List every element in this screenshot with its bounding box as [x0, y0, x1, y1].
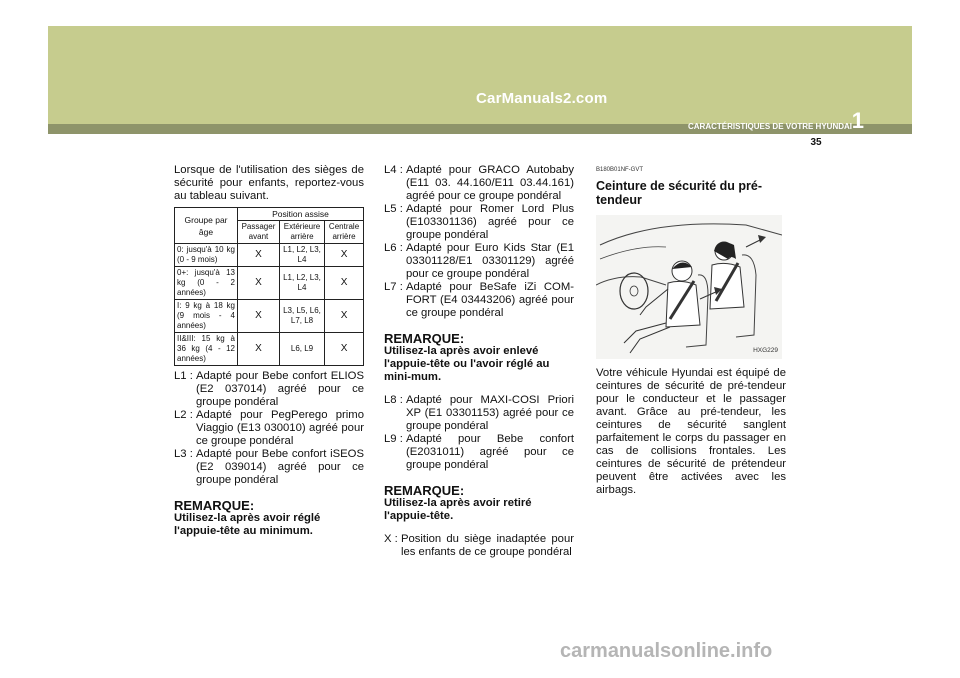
note-heading: REMARQUE:: [384, 331, 465, 346]
column-2: [384, 164, 574, 559]
intro-paragraph: Lorsque de l'utilisation des sièges de sécurité pour enfants, reportez-vous au tableau suivant.: [174, 164, 364, 202]
column-3: [596, 164, 786, 497]
item-key: L6 :: [384, 242, 403, 254]
note-heading: REMARQUE:: [174, 498, 255, 513]
group-cell: 0+: jusqu'à 13 kg (0 - 2 années): [175, 267, 238, 300]
car-interior-illustration: [596, 215, 782, 359]
seat-position-table: [174, 207, 364, 366]
list-item: [384, 203, 574, 242]
list-item: [384, 394, 574, 433]
sub-header-front: Passager avant: [238, 221, 280, 244]
item-key: L5 :: [384, 203, 403, 215]
section-code: B180B01NF-GVT: [596, 167, 644, 173]
note-heading: REMARQUE:: [384, 483, 465, 498]
column-1: [174, 164, 364, 538]
section-title: Ceinture de sécurité du pré-tendeur: [596, 179, 763, 207]
item-text: Adapté pour MAXI-COSI Priori XP (E1 03301153) agréé pour ce groupe pondéral: [405, 394, 574, 432]
list-item: [384, 164, 574, 203]
note-body: Utilisez-la après avoir réglé l'appuie-tête au minimum.: [174, 512, 321, 537]
list-item: [174, 409, 364, 448]
outer-cell: L1, L2, L3, L4: [279, 267, 324, 300]
watermark-bottom[interactable]: carmanualsonline.info: [560, 640, 773, 662]
item-key: X :: [384, 533, 398, 545]
front-cell: X: [238, 333, 280, 366]
chapter-number: 1: [851, 108, 864, 133]
item-text: Adapté pour GRACO Autobaby (E11 03. 44.160/E11 03.44.161) agréé pour ce groupe pondéral: [405, 164, 574, 202]
chapter-title: CARACTÉRISTIQUES DE VOTRE HYUNDAI: [687, 122, 852, 131]
list-item: [384, 242, 574, 281]
outer-cell: L6, L9: [279, 333, 324, 366]
group-cell: I: 9 kg à 18 kg (9 mois - 4 années): [175, 300, 238, 333]
center-cell: X: [325, 333, 364, 366]
position-header: Position assise: [238, 208, 364, 221]
item-text: Adapté pour PegPerego primo Viaggio (E13 030010) agréé pour ce groupe pondéral: [195, 409, 364, 447]
item-text: Adapté pour Romer Lord Plus (E103301136) agréé pour ce groupe pondéral: [405, 203, 574, 241]
center-cell: X: [325, 267, 364, 300]
figure-label: HXG229: [753, 347, 778, 354]
front-cell: X: [238, 267, 280, 300]
center-cell: X: [325, 244, 364, 267]
note-body: Utilisez-la après avoir retiré l'appuie-tête.: [384, 497, 532, 522]
table-row: [175, 333, 364, 366]
group-header: Groupe par âge: [175, 208, 238, 244]
list-item: [174, 370, 364, 409]
item-text: Adapté pour BeSafe iZi COM-FORT (E4 03443206) agréé pour ce groupe pondéral: [405, 281, 574, 319]
list-item: [384, 433, 574, 472]
item-text: Adapté pour Bebe confort iSEOS (E2 039014) agréé pour ce groupe pondéral: [195, 448, 364, 486]
item-key: L4 :: [384, 164, 403, 176]
list-item: [174, 448, 364, 487]
header-band: [48, 26, 912, 124]
item-key: L1 :: [174, 370, 193, 382]
item-key: L9 :: [384, 433, 403, 445]
outer-cell: L1, L2, L3, L4: [279, 244, 324, 267]
group-cell: II&III: 15 kg à 36 kg (4 - 12 années): [175, 333, 238, 366]
item-key: L7 :: [384, 281, 403, 293]
item-key: L8 :: [384, 394, 403, 406]
list-item: [384, 533, 574, 559]
group-cell: 0: jusqu'à 10 kg (0 - 9 mois): [175, 244, 238, 267]
watermark-top[interactable]: CarManuals2.com: [476, 90, 608, 107]
table-row: [175, 244, 364, 267]
item-text: Adapté pour Euro Kids Star (E1 03301128/E1 03301129) agréé pour ce groupe pondéral: [405, 242, 574, 280]
pretensioner-illustration: [596, 215, 782, 359]
note-body: Utilisez-la après avoir enlevé l'appuie-tête ou l'avoir réglé au mini-mum.: [384, 345, 550, 383]
table-row: [175, 300, 364, 333]
front-cell: X: [238, 244, 280, 267]
page-number: 35: [810, 137, 822, 148]
center-cell: X: [325, 300, 364, 333]
item-key: L3 :: [174, 448, 193, 460]
body-paragraph: Votre véhicule Hyundai est équipé de ceintures de sécurité de pré-tendeur pour le conducteur et le passager avant. Grâce au pré-tendeur, les ceintures de sécurité sanglent parfaitement le corps du passager en cas de collisions frontales. Les ceintures de sécurité de prétendeur peuvent être activées avec les airbags.: [596, 367, 786, 496]
sub-header-center: Centrale arrière: [325, 221, 364, 244]
item-text: Adapté pour Bebe confort ELIOS (E2 037014) agréé pour ce groupe pondéral: [195, 370, 364, 408]
list-item: [384, 281, 574, 320]
table-row: [175, 267, 364, 300]
item-text: Position du siège inadaptée pour les enfants de ce groupe pondéral: [400, 533, 574, 558]
front-cell: X: [238, 300, 280, 333]
outer-cell: L3, L5, L6, L7, L8: [279, 300, 324, 333]
sub-header-outer: Extérieure arrière: [279, 221, 324, 244]
item-text: Adapté pour Bebe confort (E2031011) agréé pour ce groupe pondéral: [405, 433, 574, 471]
item-key: L2 :: [174, 409, 193, 421]
